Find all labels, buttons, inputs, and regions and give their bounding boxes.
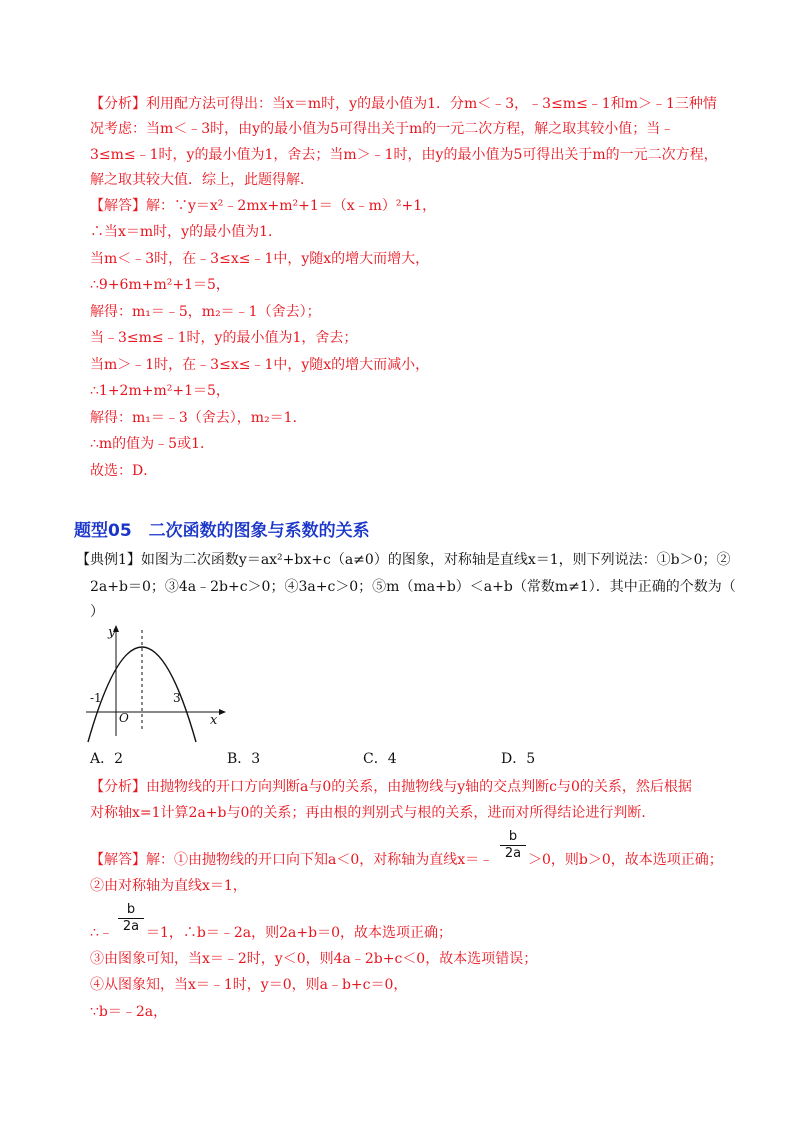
solution2-line-5: ④从图象知，当x＝﹣1时，y＝0，则a﹣b+c＝0， — [90, 977, 408, 993]
x-axis-arrow — [219, 709, 226, 715]
solution-line-7: 当m＞﹣1时，在﹣3≤x≤﹣1中，y随x的增大而减小， — [90, 357, 430, 373]
analysis2-line-1: 【分析】由抛物线的开口方向判断a与0的关系，由抛物线与y轴的交点判断c与0的关系，然后根据 — [90, 779, 692, 795]
origin-label: O — [119, 711, 129, 725]
solution-line-8: ∴1+2m+m²+1＝5， — [90, 383, 230, 399]
solution-line-5: 解得：m₁＝﹣5，m₂＝﹣1（舍去）； — [90, 304, 321, 320]
solution2-line-1b: ＞0，则b＞0，故本选项正确； — [528, 852, 723, 868]
choice-b: B．3 — [227, 751, 261, 767]
solution-line-2: ∴当x＝m时，y的最小值为1． — [90, 224, 282, 240]
fraction-numerator: b — [126, 902, 136, 917]
solution2-line-6: ∵b＝﹣2a， — [90, 1004, 168, 1020]
analysis-line-4: 解之取其较大值．综上，此题得解． — [90, 172, 314, 188]
solution2-line-1a: 【解答】解：①由抛物线的开口向下知a＜0，对称轴为直线x＝﹣ — [90, 852, 494, 868]
solution-line-11: 故选：D． — [90, 463, 158, 479]
fraction-b-over-2a-second — [118, 903, 144, 934]
analysis2-line-2: 对称轴x=1计算2a+b与0的关系；再由根的判别式与根的关系，进而对所得结论进行判断． — [90, 805, 656, 821]
choice-c: C．4 — [363, 751, 397, 767]
analysis-line-3: 3≤m≤﹣1时，y的最小值为1，舍去；当m＞﹣1时，由y的最小值为5可得出关于m的一元二次方程， — [90, 147, 718, 163]
example-line-3: ） — [90, 604, 104, 620]
solution2-line-4: ③由图象可知，当x＝﹣2时，y＜0，则4a﹣2b+c＜0，故本选项错误； — [90, 951, 538, 967]
fraction-denominator: 2a — [504, 846, 522, 861]
solution2-line-3a: ∴﹣ — [90, 925, 113, 941]
left-root-label: -1 — [90, 691, 102, 705]
example-line-1: 【典例1】如图为二次函数y＝ax²+bx+c（a≠0）的图象，对称轴是直线x＝1，则下列说法：①b＞0；② — [76, 552, 731, 568]
fraction-b-over-2a — [500, 830, 526, 861]
fraction-numerator: b — [508, 829, 518, 844]
solution2-line-2: ②由对称轴为直线x＝1， — [90, 878, 247, 894]
solution2-line-3b: ＝1，∴b＝﹣2a，则2a+b＝0，故本选项正确； — [146, 925, 452, 941]
x-axis-label: x — [210, 713, 218, 728]
parabola-graph — [86, 618, 236, 743]
right-root-label: 3 — [173, 691, 181, 705]
choice-d: D．5 — [501, 751, 536, 767]
solution-line-3: 当m＜﹣3时，在﹣3≤x≤﹣1中，y随x的增大而增大， — [90, 251, 430, 267]
y-axis-label: y — [108, 625, 116, 640]
analysis-line-1: 【分析】利用配方法可得出：当x＝m时，y的最小值为1．分m＜﹣3，﹣3≤m≤﹣1和m＞﹣1三种情 — [90, 96, 717, 112]
example-line-2: 2a+b＝0；③4a﹣2b+c＞0；④3a+c＞0；⑤m（ma+b）＜a+b（常数m≠1）．其中正确的个数为（ — [90, 579, 736, 595]
solution-line-6: 当﹣3≤m≤﹣1时，y的最小值为1，舍去； — [90, 330, 358, 346]
fraction-denominator: 2a — [122, 919, 140, 934]
solution-line-4: ∴9+6m+m²+1＝5， — [90, 277, 230, 293]
solution-line-10: ∴m的值为﹣5或1． — [90, 436, 214, 452]
choice-a: A．2 — [90, 751, 124, 767]
section-heading: 题型05 二次函数的图象与系数的关系 — [74, 521, 370, 541]
solution-line-1: 【解答】解：∵y＝x²﹣2mx+m²+1＝（x﹣m）²+1， — [90, 198, 437, 214]
analysis-line-2: 况考虑：当m＜﹣3时，由y的最小值为5可得出关于m的一元二次方程，解之取其较小值；当﹣ — [90, 121, 675, 137]
solution-line-9: 解得：m₁＝﹣3（舍去），m₂＝1． — [90, 410, 307, 426]
